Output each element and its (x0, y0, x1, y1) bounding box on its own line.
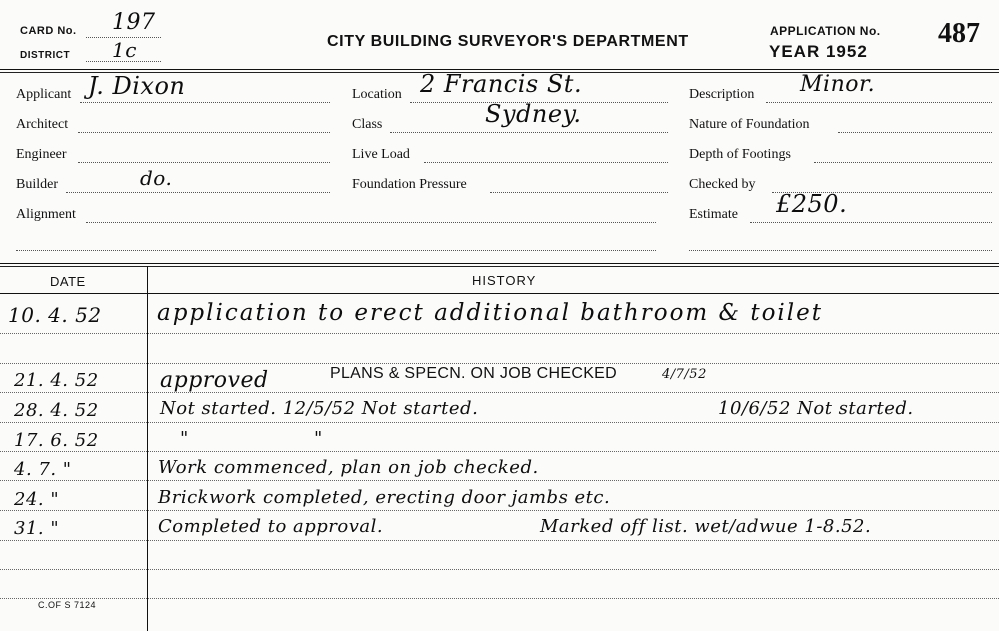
history-entry-extra: Marked off list. wet/adwue 1-8.52. (540, 516, 872, 537)
card-no-label: CARD No. (20, 25, 77, 37)
estimate-value: £250. (776, 190, 848, 218)
row-rule (0, 569, 999, 570)
applicant-label: Applicant (16, 87, 72, 102)
blank-line (16, 250, 656, 251)
history-entry: Brickwork completed, erecting door jambs etc. (158, 487, 611, 508)
date-column-divider (147, 266, 148, 631)
stamp-date: 4/7/52 (662, 367, 707, 382)
depth-of-footings-line (814, 162, 992, 163)
header-bottom-rule (0, 293, 999, 294)
history-date: 4. 7. " (14, 459, 72, 480)
history-entry: Work commenced, plan on job checked. (158, 457, 539, 478)
live-load-label: Live Load (352, 147, 410, 162)
row-rule (0, 333, 999, 334)
history-date: 24. " (14, 489, 60, 510)
builder-label: Builder (16, 177, 58, 192)
architect-line (78, 132, 330, 133)
district-value: 1c (112, 38, 137, 62)
foundation-pressure-label: Foundation Pressure (352, 177, 467, 192)
description-value: Minor. (800, 72, 876, 97)
history-entry: approved (160, 368, 269, 393)
history-entry: Completed to approval. (158, 516, 384, 537)
alignment-label: Alignment (16, 207, 76, 222)
row-rule (0, 480, 999, 481)
application-no-label: APPLICATION No. (770, 24, 881, 38)
estimate-line (750, 222, 992, 223)
location-value: 2 Francis St. (420, 70, 583, 98)
department-title: CITY BUILDING SURVEYOR'S DEPARTMENT (327, 33, 689, 50)
live-load-line (424, 162, 668, 163)
district-label: DISTRICT (20, 50, 71, 61)
blank-line-right (689, 250, 992, 251)
builder-value: do. (140, 166, 173, 190)
history-entry: Not started. 12/5/52 Not started. (160, 398, 479, 419)
applicant-line (80, 102, 330, 103)
table-top-rule-2 (0, 266, 999, 267)
engineer-label: Engineer (16, 147, 67, 162)
history-date: 31. " (14, 518, 60, 539)
nature-of-foundation-line (838, 132, 992, 133)
history-date: 21. 4. 52 (14, 370, 99, 391)
row-rule (0, 598, 999, 599)
application-no-value: 487 (938, 18, 980, 49)
class-line (390, 132, 668, 133)
estimate-label: Estimate (689, 207, 738, 222)
history-date: 10. 4. 52 (8, 303, 102, 327)
history-entry-extra: 10/6/52 Not started. (718, 398, 914, 419)
history-entry: " " (180, 428, 383, 449)
table-top-rule (0, 263, 999, 264)
checked-by-label: Checked by (689, 177, 756, 192)
builder-line (66, 192, 330, 193)
engineer-line (78, 162, 330, 163)
card-no-value: 197 (112, 10, 156, 35)
description-label: Description (689, 87, 755, 102)
row-rule (0, 422, 999, 423)
history-date: 28. 4. 52 (14, 400, 99, 421)
row-rule (0, 510, 999, 511)
depth-of-footings-label: Depth of Footings (689, 147, 791, 162)
architect-label: Architect (16, 117, 69, 132)
history-entry: application to erect additional bathroom & toilet (157, 300, 823, 326)
date-column-header: DATE (50, 274, 86, 289)
row-rule (0, 392, 999, 393)
row-rule (0, 451, 999, 452)
history-date: 17. 6. 52 (14, 430, 99, 451)
applicant-value: J. Dixon (88, 72, 186, 100)
year-label: YEAR 1952 (769, 42, 868, 61)
class-value: Sydney. (485, 100, 582, 128)
form-code: C.OF S 7124 (38, 600, 97, 610)
nature-of-foundation-label: Nature of Foundation (689, 117, 810, 132)
approval-stamp: PLANS & SPECN. ON JOB CHECKED (330, 365, 617, 382)
location-label: Location (352, 87, 402, 102)
row-rule (0, 363, 999, 364)
history-column-header: HISTORY (472, 273, 537, 288)
foundation-pressure-line (490, 192, 668, 193)
class-label: Class (352, 117, 383, 132)
row-rule (0, 540, 999, 541)
alignment-line (86, 222, 656, 223)
description-line (766, 102, 992, 103)
